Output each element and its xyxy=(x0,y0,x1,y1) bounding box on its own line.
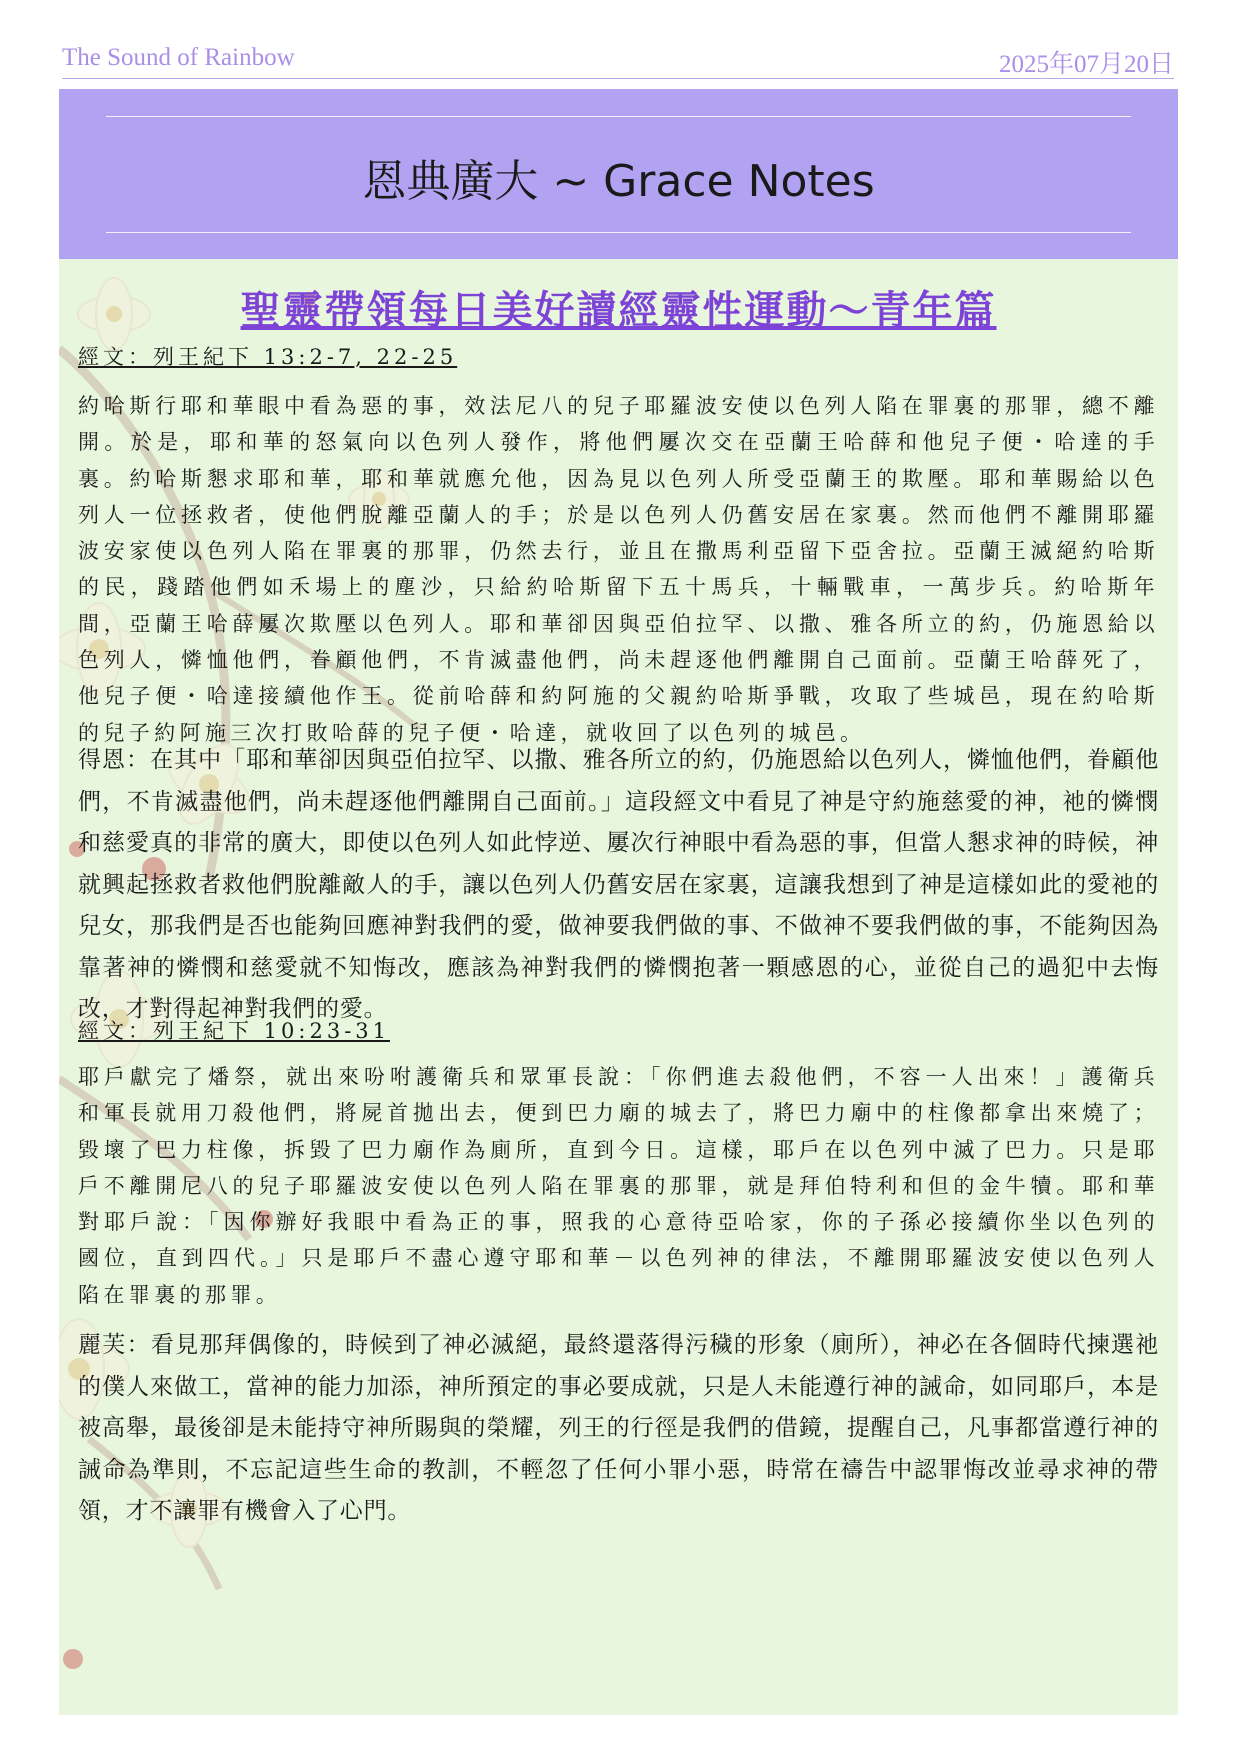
article-heading: 聖靈帶領每日美好讀經靈性運動～青年篇 xyxy=(240,288,997,334)
title-banner xyxy=(59,89,1178,259)
banner-divider-top xyxy=(106,116,1131,117)
publication-date: 2025年07月20日 xyxy=(998,51,1174,78)
page-header xyxy=(62,40,1174,79)
banner-title: 恩典廣大 ~ Grace Notes xyxy=(362,156,875,207)
banner-divider-bottom xyxy=(106,232,1131,233)
scripture-reference: 經文：列王紀下 10:23-31 xyxy=(78,1019,391,1043)
scripture-passage: 耶戶獻完了燔祭，就出來吩咐護衛兵和眾軍長說：「你們進去殺他們，不容一人出來！」護衛兵和軍長就用刀殺他們，將屍首拋出去，便到巴力廟的城去了，將巴力廟中的柱像都拿出來燒了；毀壞了巴力柱像，拆毀了巴力廟作為廁所，直到今日。這樣，耶戶在以色列中滅了巴力。只是耶戶不離開尼八的兒子耶羅波安使以色列人陷在罪裏的那罪，就是拜伯特利和但的金牛犢。耶和華對耶戶說：「因你辦好我眼中看為正的事，照我的心意待亞哈家，你的子孫必接續你坐以色列的國位，直到四代。」只是耶戶不盡心遵守耶和華－以色列神的律法，不離開耶羅波安使以色列人陷在罪裏的那罪。 xyxy=(78,1065,1159,1307)
reflection-paragraph: 得恩：在其中「耶和華卻因與亞伯拉罕、以撒、雅各所立的約，仍施恩給以色列人，憐恤他們，眷顧他們，不肯滅盡他們，尚未趕逐他們離開自己面前。」這段經文中看見了神是守約施慈愛的神，祂的憐憫和慈愛真的非常的廣大，即使以色列人如此悖逆、屢次行神眼中看為惡的事，但當人懇求神的時候，神就興起拯救者救他們脫離敵人的手，讓以色列人仍舊安居在家裏，這讓我想到了神是這樣如此的愛祂的兒女，那我們是否也能夠回應神對我們的愛，做神要我們做的事、不做神不要我們做的事，不能夠因為靠著神的憐憫和慈愛就不知悔改，應該為神對我們的憐憫抱著一顆感恩的心，並從自己的過犯中去悔改，才對得起神對我們的愛。 xyxy=(78,747,1159,1022)
reflection-paragraph: 麗芙：看見那拜偶像的，時候到了神必滅絕，最終還落得污穢的形象（廁所），神必在各個時代揀選祂的僕人來做工，當神的能力加添，神所預定的事必要成就，只是人未能遵行神的誡命，如同耶戶，本是被高舉，最後卻是未能持守神所賜與的榮耀，列王的行徑是我們的借鏡，提醒自己，凡事都當遵行神的誡命為準則，不忘記這些生命的教訓，不輕忽了任何小罪小惡，時常在禱告中認罪悔改並尋求神的帶領，才不讓罪有機會入了心門。 xyxy=(78,1332,1159,1524)
scripture-passage: 約哈斯行耶和華眼中看為惡的事，效法尼八的兒子耶羅波安使以色列人陷在罪裏的那罪，總不離開。於是，耶和華的怒氣向以色列人發作，將他們屢次交在亞蘭王哈薛和他兒子便・哈達的手裏。約哈斯懇求耶和華，耶和華就應允他，因為見以色列人所受亞蘭王的欺壓。耶和華賜給以色列人一位拯救者，使他們脫離亞蘭人的手；於是以色列人仍舊安居在家裏。然而他們不離開耶羅波安家使以色列人陷在罪裏的那罪，仍然去行，並且在撒馬利亞留下亞舍拉。亞蘭王滅絕約哈斯的民，踐踏他們如禾場上的塵沙，只給約哈斯留下五十馬兵，十輛戰車，一萬步兵。約哈斯年間，亞蘭王哈薛屢次欺壓以色列人。耶和華卻因與亞伯拉罕、以撒、雅各所立的約，仍施恩給以色列人，憐恤他們，眷顧他們，不肯滅盡他們，尚未趕逐他們離開自己面前。亞蘭王哈薛死了，他兒子便・哈達接續他作王。從前哈薛和約阿施的父親約哈斯爭戰，攻取了些城邑，現在約哈斯的兒子約阿施三次打敗哈薛的兒子便・哈達，就收回了以色列的城邑。 xyxy=(78,394,1159,745)
article-body xyxy=(59,259,1178,1715)
publication-title: The Sound of Rainbow xyxy=(62,44,295,71)
scripture-reference: 經文：列王紀下 13:2-7, 22-25 xyxy=(78,345,458,369)
